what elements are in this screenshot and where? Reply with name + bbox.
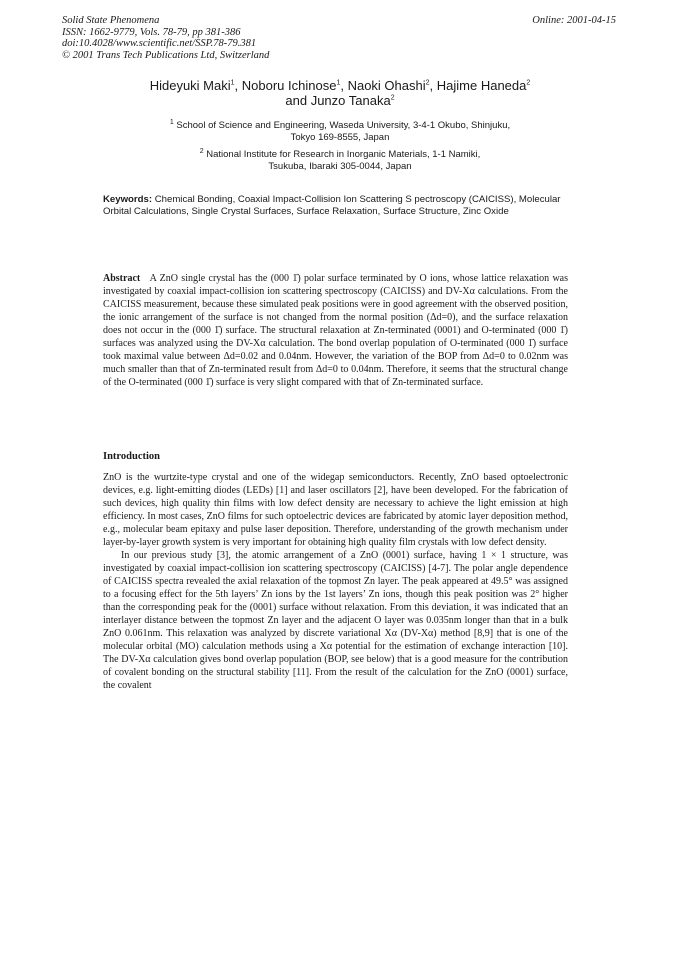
affiliation-2	[70, 149, 610, 173]
abstract-text: A ZnO single crystal has the (000 1̄) polar surface terminated by O ions, whose lattice relaxation was investigated by coaxial impact-collision ion scattering spectroscopy (CAICISS) and DV-Xα calculations. From the CAICISS measurement, because these simulated peak positions were in good agreement with the observed position, the ionic arrangement of the surface is not changed from the normal position (Δd=0), and the surface relaxation does not occur in the (000 1̄) surface. The structural relaxation at Zn-terminated (0001) and O-terminated (000 1̄) surfaces was analyzed using the DV-Xα calculation. The bond overlap population of O-terminated (000 1̄) surface took maximal value between Δd=0.02 and 0.04nm. However, the variation of the BOP from Δd=0 to 0.02nm was much smaller than that of Zn-terminated result from Δd=0 to 0.04nm. Therefore, it seems that the structural change of the O-terminated (000 1̄) surface is very slight compared with that of Zn-terminated surface.	[103, 273, 569, 388]
author-affil-mark: 2	[526, 79, 531, 87]
copyright-line: © 2001 Trans Tech Publications Ltd, Switzerland	[62, 49, 270, 61]
keywords-block	[103, 194, 573, 218]
online-date: Online: 2001-04-15	[532, 15, 616, 26]
affiliation-1	[70, 120, 610, 144]
doi-line: doi:10.4028/www.scientific.net/SSP.78-79.381	[62, 38, 257, 49]
author-name: Hideyuki Maki	[149, 78, 231, 93]
author-affil-mark: 2	[425, 79, 430, 87]
section-heading: Introduction	[103, 451, 160, 462]
author-list: Hideyuki Maki$^1$, Noboru Ichinose$^1$, Naoki Ohashi$^2$, Hajime Haneda$^2$ and Junzo Tanaka$^2$	[149, 78, 531, 108]
paragraph: ZnO is the wurtzite-type crystal and one of the widegap semiconductors. Recently, ZnO based optoelectronic devices, e.g. light-emitting diodes (LEDs) [1] and laser oscillators [2], have been developed. For the fabrication of such devices, high quality thin films with low defect density are necessary to achieve the light emission at high efficiency. In most cases, ZnO films for such optoelectric devices are fabricated by atomic layer deposition method, e.g., molecular beam epitaxy and pulse laser deposition. Therefore, understanding of the growth mechanism under layer-by-layer growth system is very important for obtaining high quality film crystals with low defect density.	[103, 472, 568, 548]
abstract-label: Abstract	[103, 273, 141, 284]
author-affil-mark: 1	[336, 79, 341, 87]
author-name: Hajime Haneda	[436, 78, 527, 93]
affiliation-mark: 1	[169, 118, 174, 126]
abstract-block	[103, 272, 568, 389]
affiliation-text: Tokyo 169-8555, Japan	[290, 132, 390, 143]
author-conjunction: and	[285, 93, 308, 108]
keywords-label: Keywords:	[103, 194, 153, 205]
author-name: Junzo Tanaka	[310, 93, 391, 108]
introduction-body	[103, 471, 568, 692]
author-affil-mark: 2	[390, 94, 395, 102]
paragraph: In our previous study [3], the atomic arrangement of a ZnO (0001) surface, having 1 × 1 structure, was investigated by coaxial impact-collision ion scattering spectroscopy (CAICISS) [4-7]. The polar angle dependence of CAICISS spectra revealed the axial relaxation of the topmost Zn layer. The peak appeared at 49.5° was assigned to a focusing effect for the 5th layers’ Zn ions by the 1st layers’ Zn ions, though this peak position was 2° higher than the corresponding peak for the (0001) surface without relaxation. From this deviation, it was indicated that an interlayer distance between the topmost Zn layer and the adjacent O layer was 0.035nm longer than that in a bulk ZnO 0.061nm. This relaxation was analyzed by discrete variational Xα (DV-Xα) method [8,9] that is one of the molecular orbital (MO) calculation methods using a Xα potential for the estimation of exchange interaction [10]. The DV-Xα calculation gives bond overlap population (BOP, see below) that is a good measure for the contribution of covalent bonding on the structural stability [11]. From the result of the calculation for the ZnO (0001) surface, the covalent	[103, 550, 568, 691]
affiliation-text: National Institute for Research in Inorganic Materials, 1-1 Namiki,	[206, 149, 481, 160]
journal-name: Solid State Phenomena	[62, 15, 160, 26]
journal-header	[62, 15, 269, 61]
author-name: Noboru Ichinose	[241, 78, 337, 93]
affiliation-mark: 2	[199, 147, 204, 155]
author-affil-mark: 1	[230, 79, 235, 87]
affiliation-text: School of Science and Engineering, Waseda University, 3-4-1 Okubo, Shinjuku,	[176, 120, 511, 131]
author-name: Naoki Ohashi	[347, 78, 426, 93]
issn-line: ISSN: 1662-9779, Vols. 78-79, pp 381-386	[62, 26, 241, 38]
keywords-text: Chemical Bonding, Coaxial Impact-Collision Ion Scattering S pectroscopy (CAICISS), Molecular Orbital Calculations, Single Crystal Surfaces, Surface Relaxation, Surface Structure, Zinc Oxide	[103, 194, 561, 217]
affiliation-text: Tsukuba, Ibaraki 305-0044, Japan	[268, 161, 412, 172]
